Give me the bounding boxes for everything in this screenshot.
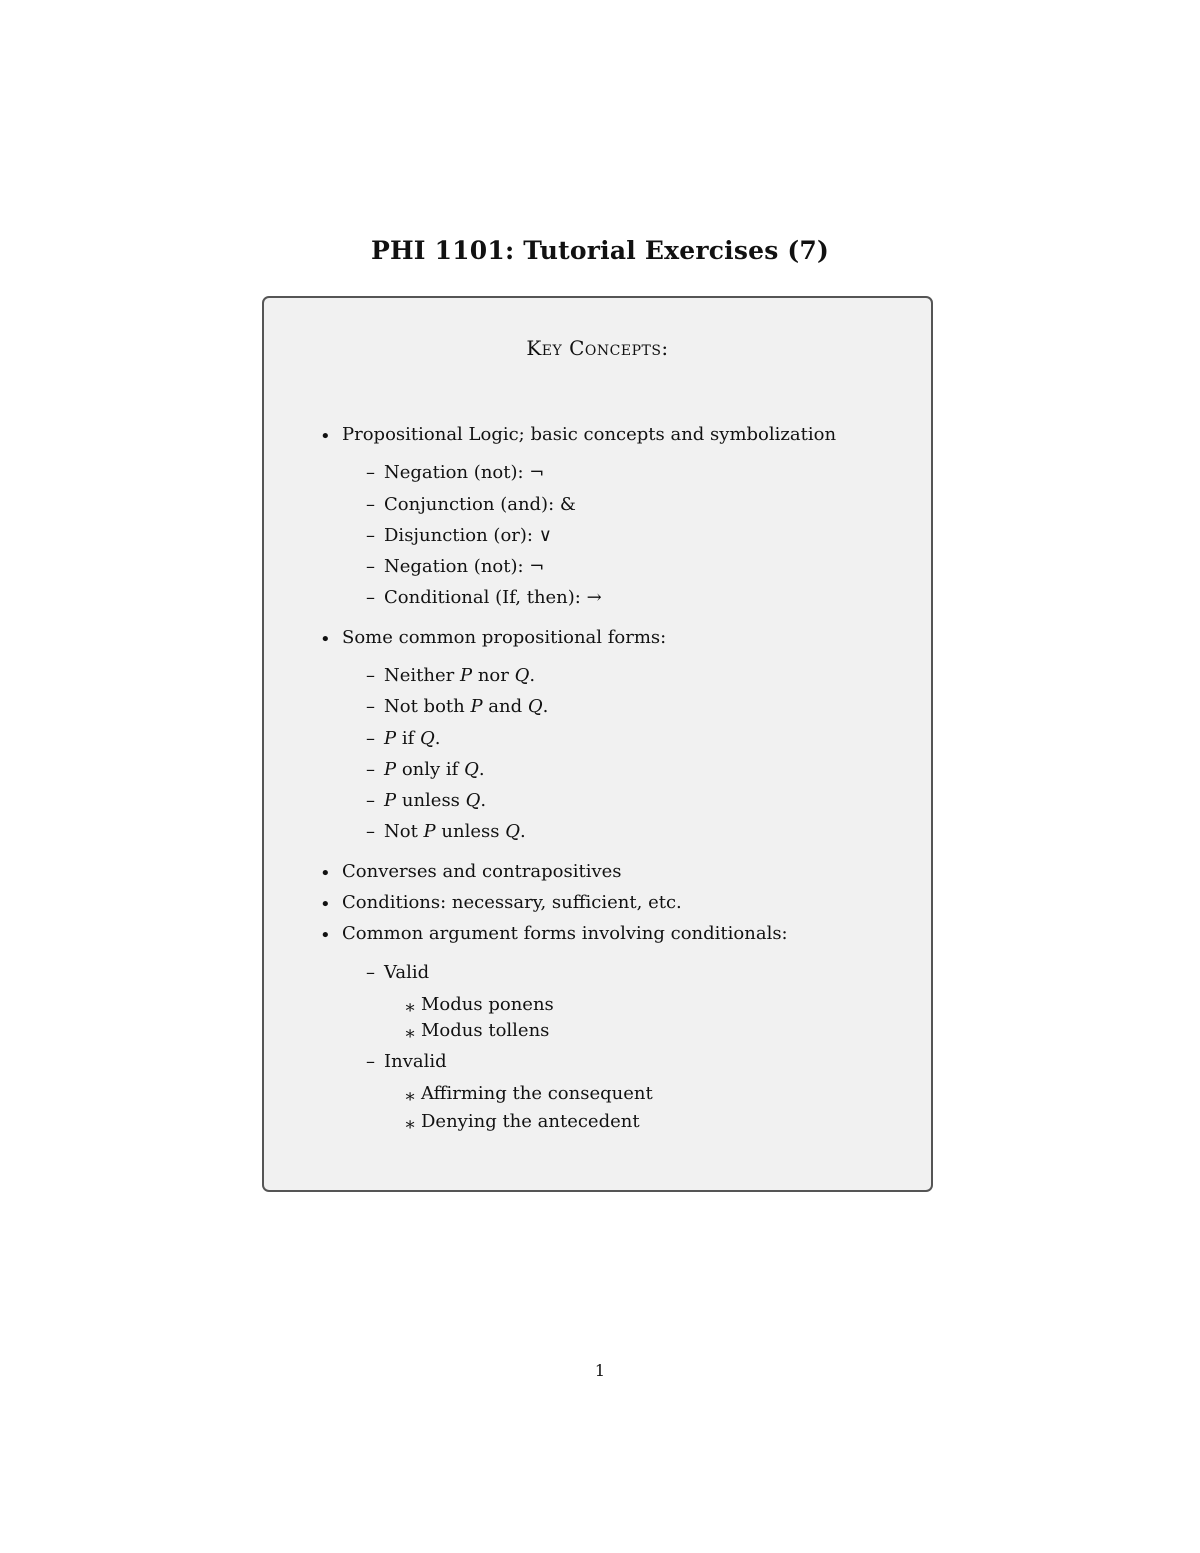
dash-marker: – xyxy=(366,1051,375,1072)
bullet-marker: • xyxy=(320,629,331,650)
box-heading: Key Concepts: xyxy=(526,336,669,360)
sub-sub-list-item: Modus ponens xyxy=(421,994,554,1015)
variable-p: P xyxy=(384,790,397,811)
variable-q: Q xyxy=(420,728,435,749)
sub-sub-list-item: Modus tollens xyxy=(421,1020,550,1041)
sub-list-item: Not P unless Q. xyxy=(384,821,526,842)
variable-q: Q xyxy=(464,759,479,780)
bullet-marker: • xyxy=(320,894,331,915)
dash-marker: – xyxy=(366,556,375,577)
page-number: 1 xyxy=(594,1361,606,1380)
bullet-marker: • xyxy=(320,925,331,946)
list-item: Common argument forms involving conditionals: xyxy=(342,923,788,944)
sub-list-item: P only if Q. xyxy=(384,759,485,780)
key-concepts-box xyxy=(262,296,933,1192)
variable-p: P xyxy=(470,696,483,717)
sub-list-item: P unless Q. xyxy=(384,790,487,811)
list-item: Conditions: necessary, sufficient, etc. xyxy=(342,892,682,913)
dash-marker: – xyxy=(366,665,375,686)
variable-p: P xyxy=(423,821,436,842)
list-item: Converses and contrapositives xyxy=(342,861,622,882)
sub-list-item: Neither P nor Q. xyxy=(384,665,536,686)
dash-marker: – xyxy=(366,587,375,608)
sub-sub-list-item: Denying the antecedent xyxy=(421,1111,640,1132)
dash-marker: – xyxy=(366,462,375,483)
sub-list-item: Negation (not): ¬ xyxy=(384,462,545,483)
variable-p: P xyxy=(384,759,397,780)
variable-q: Q xyxy=(514,665,530,686)
bullet-marker: • xyxy=(320,426,331,447)
sub-list-item: Not both P and Q. xyxy=(384,696,549,717)
dash-marker: – xyxy=(366,494,375,515)
dash-marker: – xyxy=(366,525,375,546)
variable-q: Q xyxy=(505,821,520,842)
star-marker: ∗ xyxy=(404,997,417,1018)
star-marker: ∗ xyxy=(404,1114,417,1135)
variable-p: P xyxy=(384,728,397,749)
variable-q: Q xyxy=(465,790,481,811)
dash-marker: – xyxy=(366,759,375,780)
dash-marker: – xyxy=(366,696,375,717)
star-marker: ∗ xyxy=(404,1023,417,1044)
dash-marker: – xyxy=(366,790,375,811)
sub-list-item: P if Q. xyxy=(384,728,441,749)
sub-sub-list-item: Affirming the consequent xyxy=(421,1083,653,1104)
variable-q: Q xyxy=(527,696,543,717)
list-item: Some common propositional forms: xyxy=(342,627,667,648)
dash-marker: – xyxy=(366,728,375,749)
sub-list-item: Invalid xyxy=(384,1051,447,1072)
dash-marker: – xyxy=(366,962,375,983)
dash-marker: – xyxy=(366,821,375,842)
sub-list-item: Negation (not): ¬ xyxy=(384,556,545,577)
page-title: PHI 1101: Tutorial Exercises (7) xyxy=(370,236,830,265)
sub-list-item: Disjunction (or): ∨ xyxy=(384,525,552,546)
sub-list-item: Conjunction (and): & xyxy=(384,494,576,515)
sub-list-item: Valid xyxy=(384,962,430,983)
star-marker: ∗ xyxy=(404,1086,417,1107)
bullet-marker: • xyxy=(320,863,331,884)
sub-list-item: Conditional (If, then): → xyxy=(384,587,602,608)
list-item: Propositional Logic; basic concepts and symbolization xyxy=(342,424,837,445)
variable-p: P xyxy=(459,665,473,686)
